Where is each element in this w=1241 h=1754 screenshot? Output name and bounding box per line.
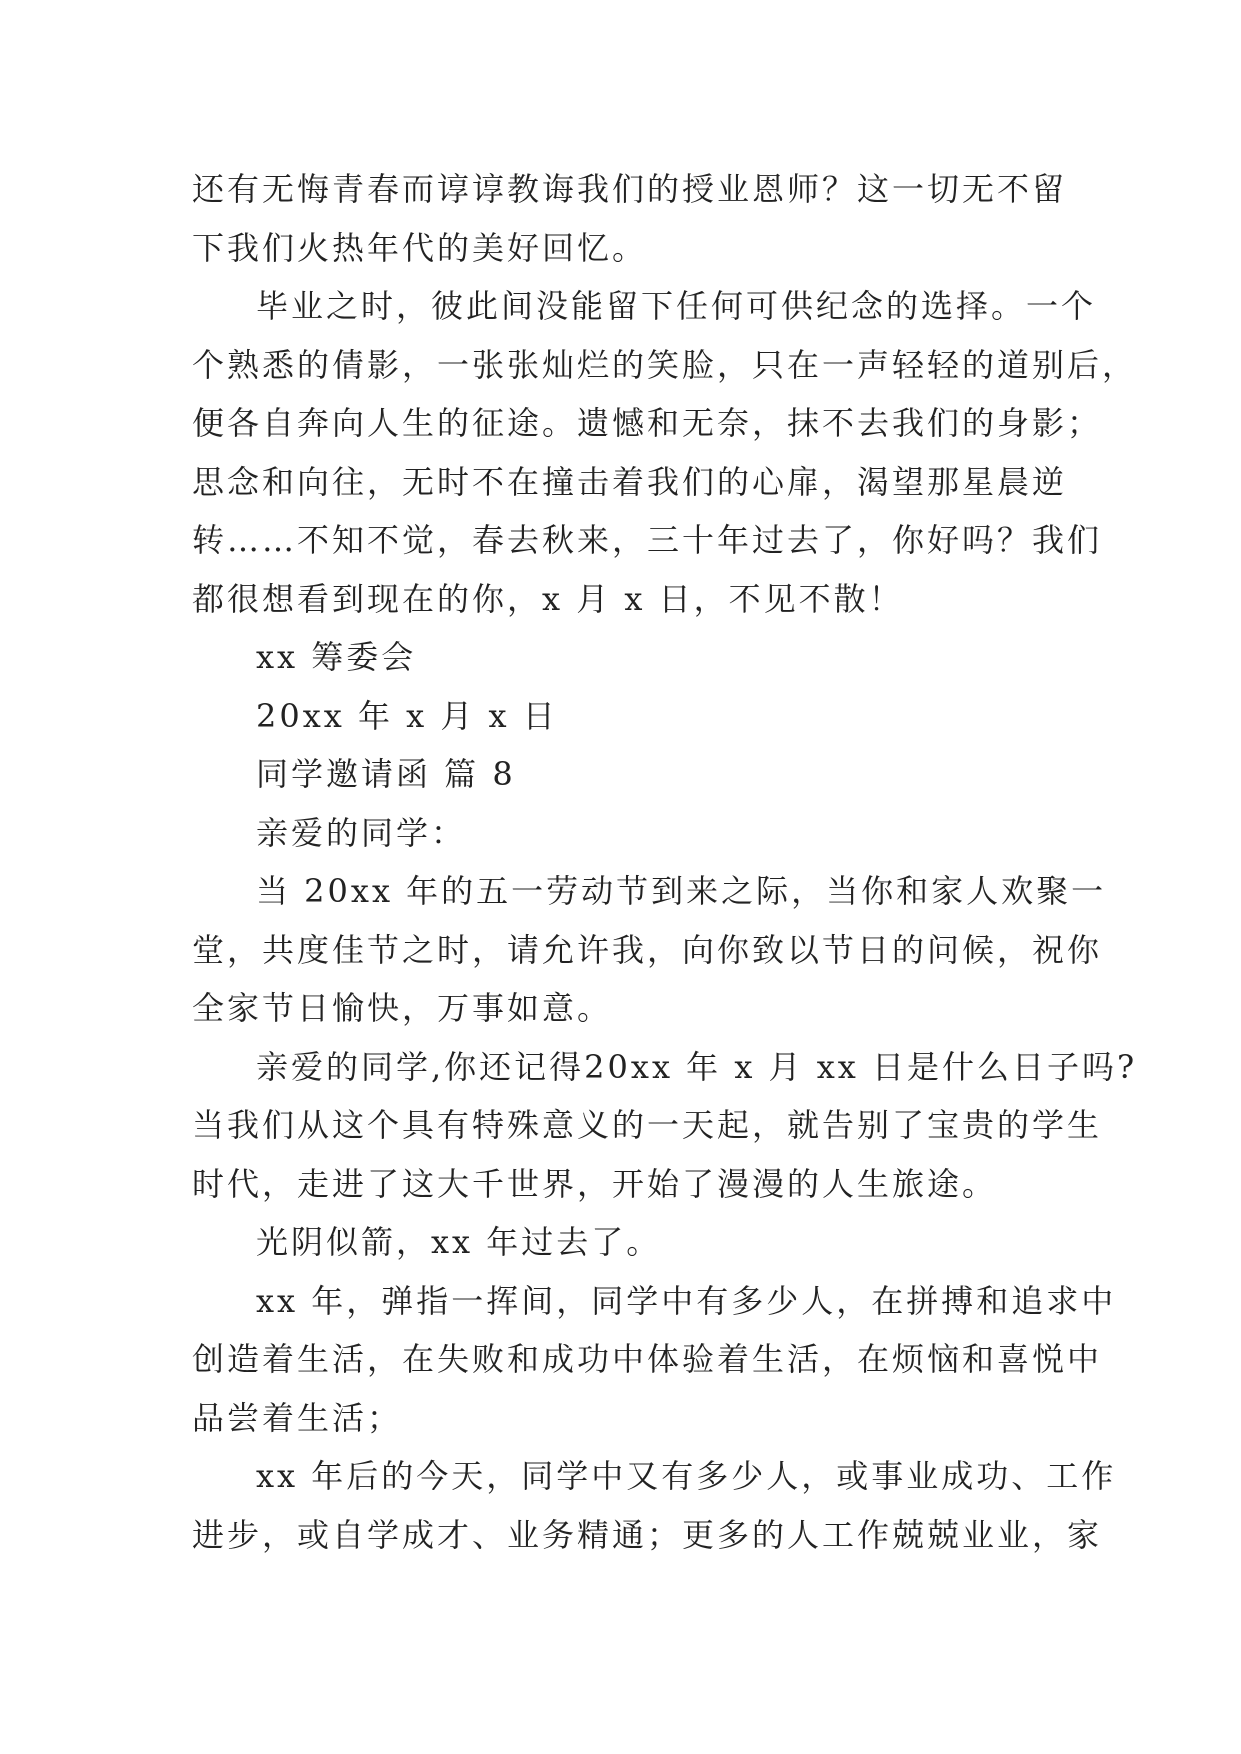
salutation: 亲爱的同学： (256, 813, 467, 852)
text-line: 堂，共度佳节之时，请允许我，向你致以节日的问候，祝你 (192, 930, 1103, 969)
signature-date: 20xx 年 x 月 x 日 (256, 696, 558, 735)
text-line: 光阴似箭，xx 年过去了。 (256, 1223, 662, 1261)
text-line: 还有无悔青春而谆谆教诲我们的授业恩师？这一切无不留 (192, 170, 1068, 208)
text-line: 进步，或自学成才、业务精通；更多的人工作兢兢业业，家 (192, 1515, 1103, 1554)
text-line: 都很想看到现在的你，x 月 x 日，不见不散！ (192, 579, 904, 618)
section-heading: 同学邀请函 篇 8 (256, 755, 516, 793)
text-line: 亲爱的同学,你还记得20xx 年 x 月 xx 日是什么日子吗? (256, 1047, 1138, 1086)
text-line: 思念和向往，无时不在撞击着我们的心扉，渴望那星晨逆 (192, 462, 1068, 501)
text-line: 创造着生活，在失败和成功中体验着生活，在烦恼和喜悦中 (192, 1340, 1103, 1378)
text-line: 个熟悉的倩影，一张张灿烂的笑脸，只在一声轻轻的道别后， (192, 345, 1138, 384)
text-line: 品尝着生活； (192, 1398, 403, 1437)
signature-committee: xx 筹委会 (256, 638, 417, 676)
text-line: 便各自奔向人生的征途。遗憾和无奈，抹不去我们的身影； (192, 404, 1103, 442)
text-line: 转……不知不觉，春去秋来，三十年过去了，你好吗？我们 (192, 521, 1103, 559)
text-line: 毕业之时，彼此间没能留下任何可供纪念的选择。一个 (256, 287, 1097, 325)
document-body (192, 160, 1138, 1564)
text-line: 当 20xx 年的五一劳动节到来之际，当你和家人欢聚一 (256, 872, 1107, 910)
text-line: xx 年，弹指一挥间，同学中有多少人，在拼搏和追求中 (256, 1281, 1117, 1320)
text-line: 时代，走进了这大千世界，开始了漫漫的人生旅途。 (192, 1164, 998, 1203)
text-line: 下我们火热年代的美好回忆。 (192, 228, 648, 267)
text-line: 全家节日愉快，万事如意。 (192, 989, 613, 1027)
text-line: 当我们从这个具有特殊意义的一天起，就告别了宝贵的学生 (192, 1106, 1103, 1144)
text-line: xx 年后的今天，同学中又有多少人，或事业成功、工作 (256, 1457, 1117, 1495)
